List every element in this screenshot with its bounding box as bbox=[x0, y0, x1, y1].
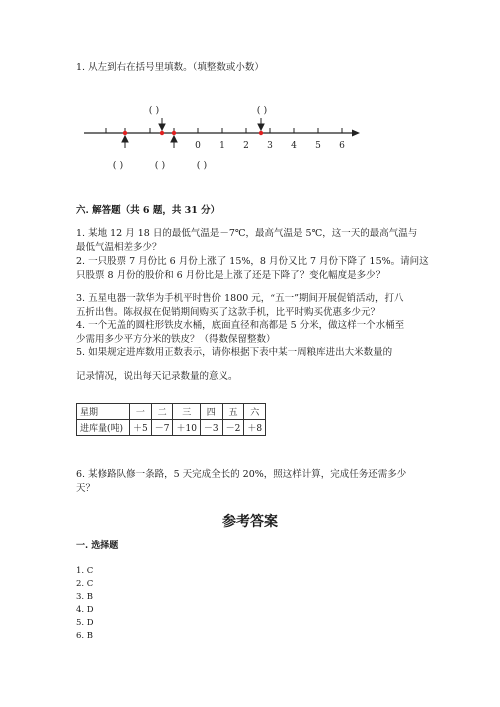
problem-2-line-2: 只股票 8 月份的股价和 6 月份比是上涨了还是下降了？变化幅度是多少？ bbox=[76, 270, 386, 281]
red-point bbox=[172, 131, 176, 135]
table-row bbox=[77, 420, 266, 436]
table-cell: 三 bbox=[173, 404, 200, 420]
table-cell: －2 bbox=[222, 420, 244, 436]
problem-5-line-2: 记录情况，说出每天记录数量的意义。 bbox=[76, 371, 238, 382]
table-cell: ＋5 bbox=[130, 420, 152, 436]
problem-4-line-1: 4. 一个无盖的圆柱形铁皮水桶，底面直径和高都是 5 分米，做这样一个水桶至 bbox=[76, 320, 405, 331]
table-cell: 六 bbox=[244, 404, 266, 420]
table-cell: 五 bbox=[222, 404, 244, 420]
red-point bbox=[160, 131, 164, 135]
problem-3-line-1: 3. 五星电器一款华为手机平时售价 1800 元，“五一”期间开展促销活动，打八 bbox=[76, 293, 404, 304]
answer-item: 4. D bbox=[76, 605, 94, 615]
problem-3-line-2: 五折出售。陈叔叔在促销期间购买了这款手机，比平时购买优惠多少元？ bbox=[76, 307, 381, 318]
answer-bracket-top: ( ) bbox=[256, 105, 268, 116]
answer-item: 1. C bbox=[76, 566, 94, 576]
tick-label-2: 2 bbox=[243, 141, 249, 151]
tick-label-5: 5 bbox=[315, 141, 321, 151]
answer-bracket-top: ( ) bbox=[148, 105, 160, 116]
table-cell: －3 bbox=[200, 420, 222, 436]
section-heading: 六. 解答题（共 6 题，共 31 分） bbox=[76, 205, 221, 216]
tick-label-6: 6 bbox=[339, 141, 345, 151]
table-cell: 进库量(吨) bbox=[77, 420, 130, 436]
table-cell: 二 bbox=[151, 404, 173, 420]
answer-item: 2. C bbox=[76, 579, 94, 589]
table-cell: ＋10 bbox=[173, 420, 200, 436]
problem-2-line-1: 2. 一只股票 7 月份比 6 月份上涨了 15%，8 月份又比 7 月份下降了 15%。请问这 bbox=[76, 256, 429, 267]
table-cell: 一 bbox=[130, 404, 152, 420]
grain-storage-table bbox=[76, 403, 266, 436]
answer-bracket-bottom: ( ) bbox=[154, 160, 166, 171]
table-cell: ＋8 bbox=[244, 420, 266, 436]
problem-1-line-1: 1. 某地 12 月 18 日的最低气温是－7℃，最高气温是 5℃，这一天的最高气温与 bbox=[76, 228, 418, 239]
red-point bbox=[259, 131, 263, 135]
question-1: 1. 从左到右在括号里填数。（填整数或小数） bbox=[76, 62, 264, 73]
table-cell: 星期 bbox=[77, 404, 130, 420]
answer-key-title: 参考答案 bbox=[222, 514, 278, 530]
problem-4-line-2: 少需用多少平方分米的铁皮？（得数保留整数） bbox=[76, 334, 276, 345]
problem-5-line-1: 5. 如果规定进库数用正数表示，请你根据下表中某一周粮库进出大米数量的 bbox=[76, 347, 393, 358]
tick-label-1: 1 bbox=[219, 141, 225, 151]
table-cell: －7 bbox=[151, 420, 173, 436]
tick-label-3: 3 bbox=[267, 141, 273, 151]
answer-section-heading: 一. 选择题 bbox=[76, 541, 119, 551]
problem-6-line-2: 天？ bbox=[76, 483, 96, 494]
answer-bracket-bottom: ( ) bbox=[112, 160, 124, 171]
answer-bracket-bottom: ( ) bbox=[196, 160, 208, 171]
answer-item: 3. B bbox=[76, 592, 94, 602]
table-cell: 四 bbox=[200, 404, 222, 420]
answer-item: 5. D bbox=[76, 618, 94, 628]
problem-1-line-2: 最低气温相差多少？ bbox=[76, 242, 162, 253]
red-point bbox=[123, 131, 127, 135]
number-line bbox=[76, 96, 376, 176]
table-header-row bbox=[77, 404, 266, 420]
tick-label-4: 4 bbox=[291, 141, 297, 151]
answer-item: 6. B bbox=[76, 631, 94, 641]
tick-label-0: 0 bbox=[195, 141, 201, 151]
problem-6-line-1: 6. 某修路队修一条路，5 天完成全长的 20%，照这样计算，完成任务还需多少 bbox=[76, 469, 407, 480]
